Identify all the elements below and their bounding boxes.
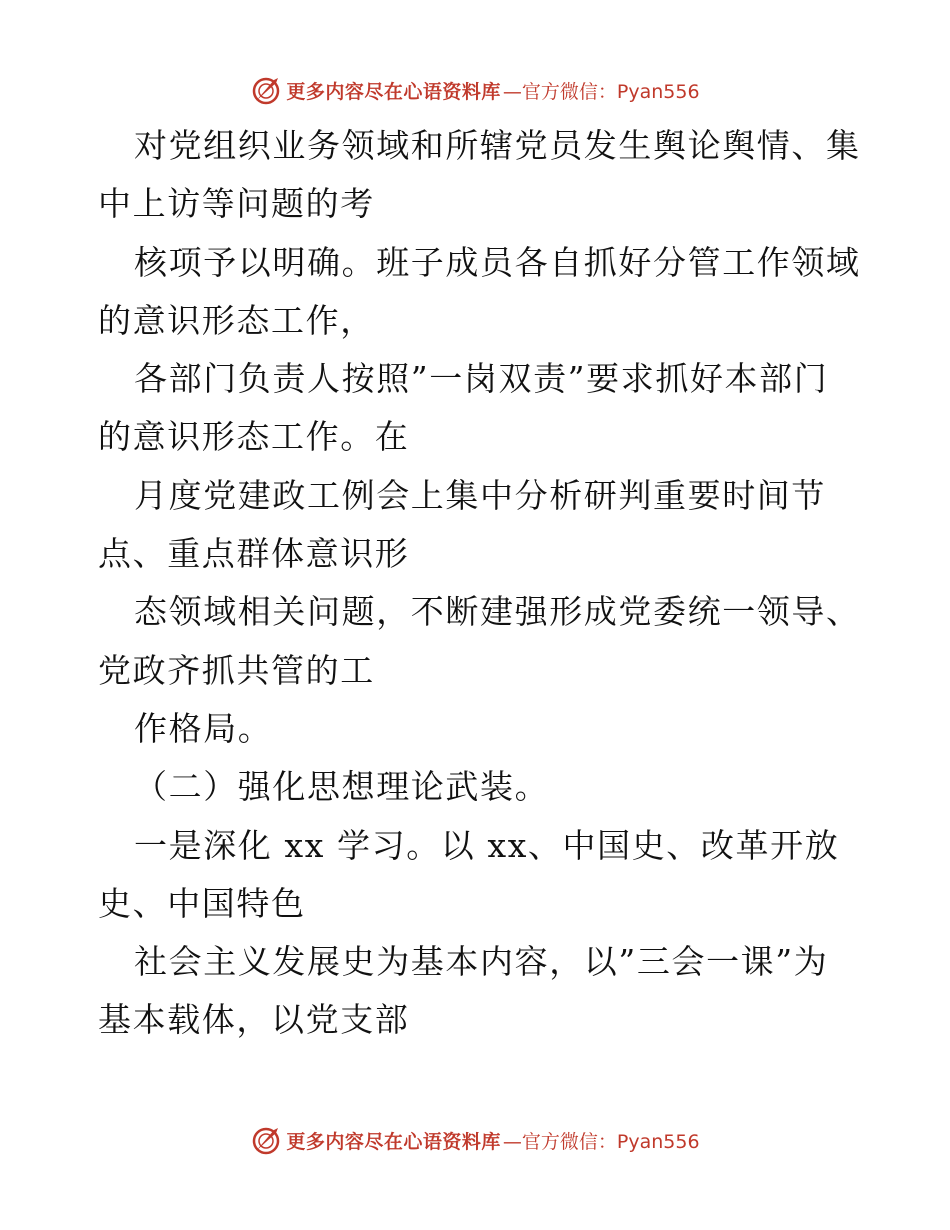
footer-banner-text: 更多内容尽在心语资料库 [286,1130,501,1153]
text-line-5: 各部门负责人按照”一岗双责”要求抓好本部门 [134,359,829,399]
header-banner-wechat: —官方微信：Pyan556 [502,80,700,103]
text-line-16: 基本载体，以党支部 [98,1000,410,1040]
text-line-3: 核项予以明确。班子成员各自抓好分管工作领域 [134,242,861,282]
section-heading: （二）强化思想理论武装。 [134,767,550,807]
text-line-14: 史、中国特色 [98,883,306,923]
text-line-9: 态领域相关问题，不断建强形成党委统一领导、 [134,592,861,632]
text-line-8: 点、重点群体意识形 [98,534,410,574]
text-line-6: 的意识形态工作。在 [98,417,410,457]
document-body [98,117,861,1050]
text-line-15: 社会主义发展史为基本内容，以”三会一课”为 [134,942,829,982]
header-banner-text: 更多内容尽在心语资料库 [286,80,501,103]
text-line-1: 对党组织业务领域和所辖党员发生舆论舆情、集 [134,126,861,165]
text-line-7: 月度党建政工例会上集中分析研判重要时间节 [134,475,826,515]
text-line-11: 作格局。 [134,708,273,748]
text-line-13: 一是深化 xx 学习。以 xx、中国史、改革开放 [134,825,840,865]
text-line-10: 党政齐抓共管的工 [98,650,375,690]
quill-logo-icon [250,74,282,106]
footer-banner-wechat: —官方微信：Pyan556 [502,1130,700,1153]
footer-banner [0,1120,950,1160]
header-banner [0,70,950,110]
text-line-4: 的意识形态工作， [98,300,375,340]
text-line-2: 中上访等问题的考 [98,184,375,224]
quill-logo-icon [250,1124,282,1156]
